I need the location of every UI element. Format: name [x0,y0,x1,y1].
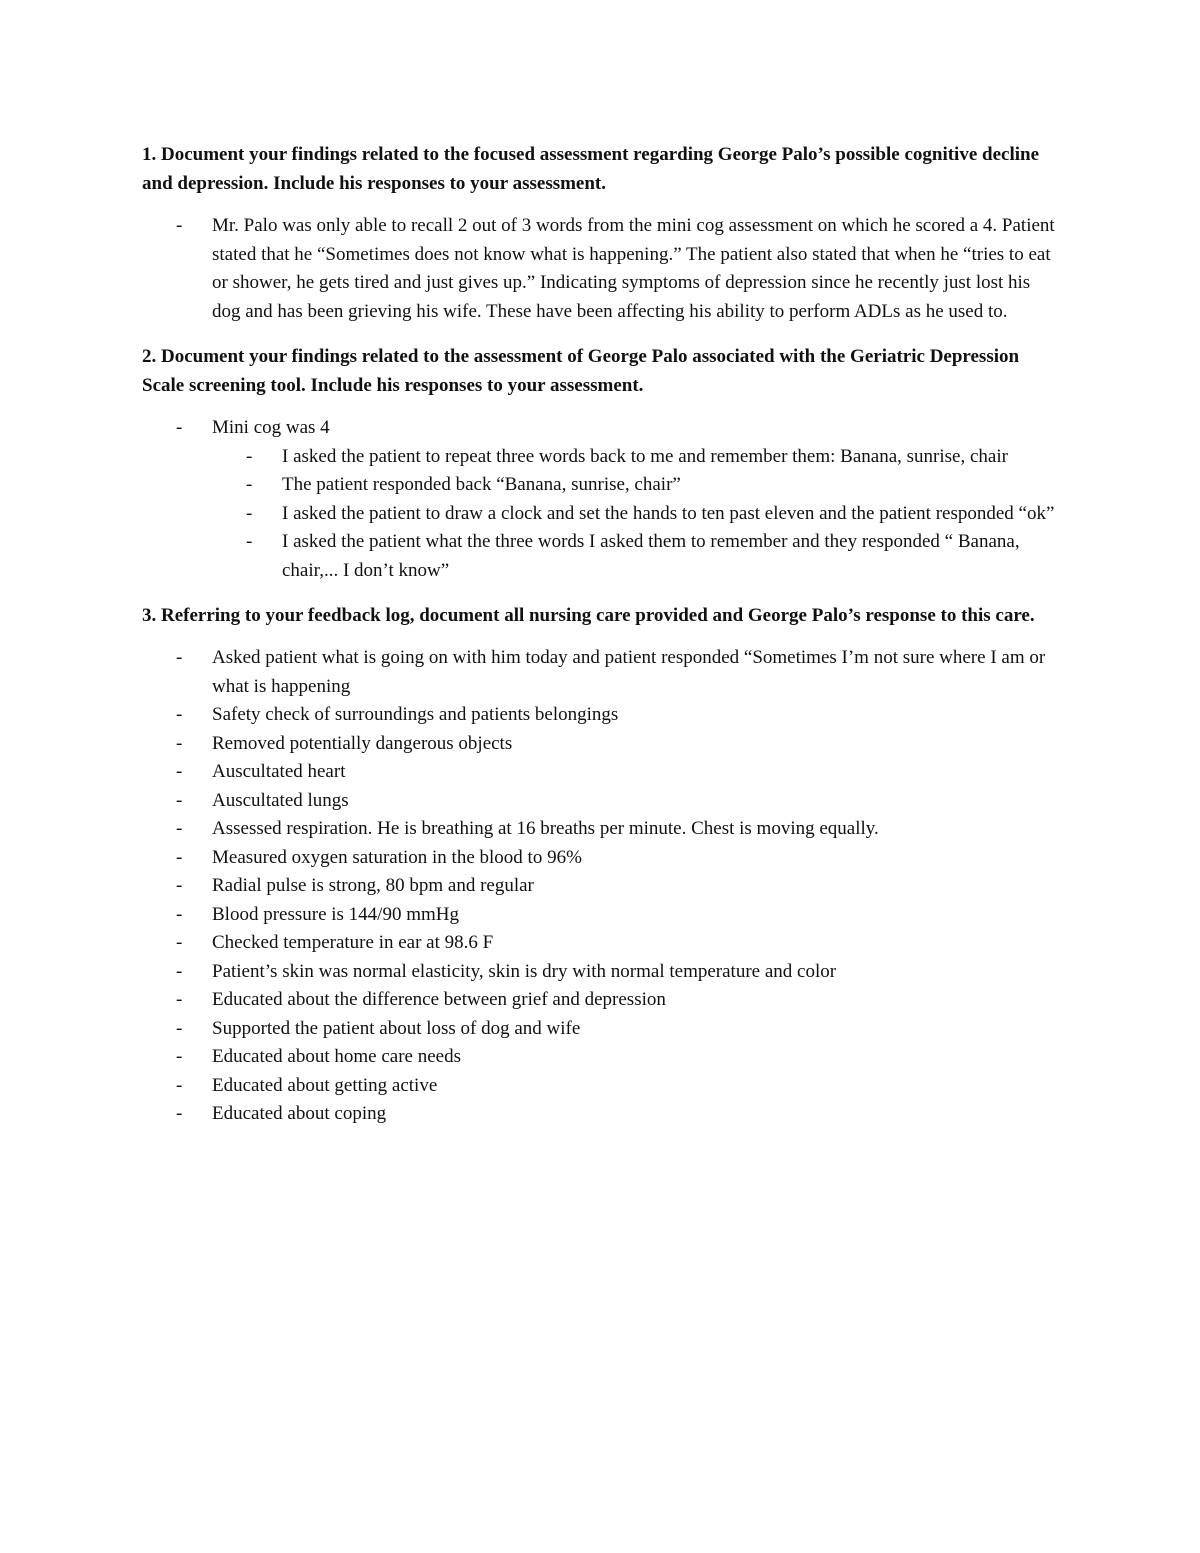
list-item: - Radial pulse is strong, 80 bpm and regular [142,872,1062,901]
list-item: - Assessed respiration. He is breathing at 16 breaths per minute. Chest is moving equally. [142,815,1062,844]
list-item: - Safety check of surroundings and patients belongings [142,701,1062,730]
list-item: - Educated about coping [142,1100,1062,1129]
question-2-subanswers [212,443,1062,586]
list-item: - Asked patient what is going on with him today and patient responded “Sometimes I’m not sure where I am or what is happening [142,644,1062,701]
list-item: - Blood pressure is 144/90 mmHg [142,901,1062,930]
sub-list-item: - I asked the patient what the three words I asked them to remember and they responded “ Banana, chair,... I don’t know” [212,528,1062,585]
list-item: - Patient’s skin was normal elasticity, skin is dry with normal temperature and color [142,958,1062,987]
question-1-heading: 1. Document your findings related to the focused assessment regarding George Palo’s possible cognitive decline and depression. Include his responses to your assessment. [142,144,1039,194]
list-item: - Mr. Palo was only able to recall 2 out of 3 words from the mini cog assessment on which he scored a 4. Patient stated that he “Sometimes does not know what is happening.” The patient also stated that when he “tries to eat or shower, he gets tired and just gives up.” Indicating symptoms of depression since he recently just lost his dog and has been grieving his wife. These have been affecting his ability to perform ADLs as he used to. [142,212,1062,326]
sub-list-item: - I asked the patient to draw a clock and set the hands to ten past eleven and the patient responded “ok” [212,500,1062,529]
list-item-text: Mini cog was 4 [212,417,330,438]
list-item: - Educated about the difference between grief and depression [142,986,1062,1015]
document-page [142,140,1062,1129]
list-item: - Educated about home care needs [142,1043,1062,1072]
list-item: - Checked temperature in ear at 98.6 F [142,929,1062,958]
list-item: - Measured oxygen saturation in the blood to 96% [142,844,1062,873]
list-item: - Auscultated lungs [142,787,1062,816]
list-item: - Supported the patient about loss of dog and wife [142,1015,1062,1044]
question-2-heading: 2. Document your findings related to the assessment of George Palo associated with the Geriatric Depression Scale screening tool. Include his responses to your assessment. [142,346,1020,396]
question-2-answers [142,414,1062,585]
list-item: - Auscultated heart [142,758,1062,787]
list-item: - Removed potentially dangerous objects [142,730,1062,759]
sub-list-item: - The patient responded back “Banana, sunrise, chair” [212,471,1062,500]
sub-list-item: - I asked the patient to repeat three words back to me and remember them: Banana, sunrise, chair [212,443,1062,472]
list-item [142,414,1062,585]
question-3-answers [142,644,1062,1129]
question-3-heading: 3. Referring to your feedback log, document all nursing care provided and George Palo’s response to this care. [142,605,1035,626]
list-item: - Educated about getting active [142,1072,1062,1101]
question-1-answers [142,212,1062,326]
